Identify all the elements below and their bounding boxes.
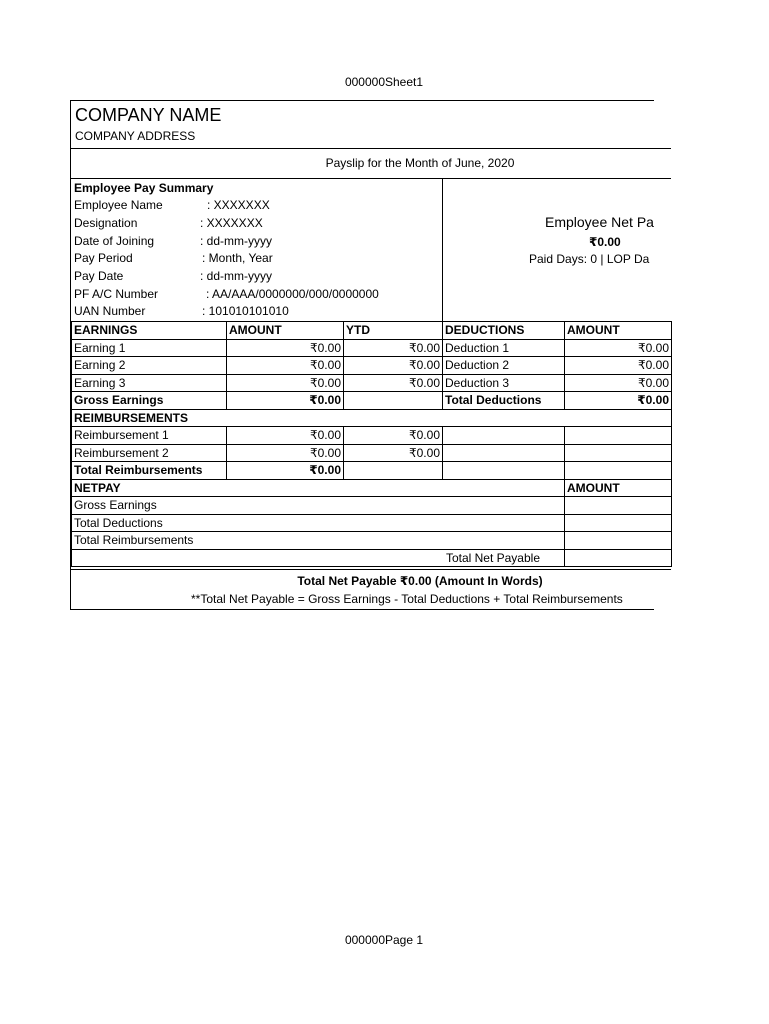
net-payable-formula: **Total Net Payable = Gross Earnings - Total Deductions + Total Reimbursements — [191, 592, 623, 606]
earning-name: Earning 2 — [72, 357, 227, 375]
label-date-of-joining: Date of Joining — [74, 234, 155, 248]
value-pf-number: : AA/AAA/0000000/000/0000000 — [206, 287, 379, 301]
total-deductions-amount: ₹0.00 — [565, 392, 672, 410]
reimbursement-name: Reimbursement 1 — [72, 427, 227, 445]
empty-cell — [565, 532, 672, 550]
deduction-name: Deduction 2 — [443, 357, 565, 375]
empty-cell — [565, 444, 672, 462]
summary-heading: Employee Pay Summary — [74, 181, 214, 195]
company-name: COMPANY NAME — [75, 105, 222, 125]
label-employee-name: Employee Name — [74, 198, 163, 212]
earning-ytd: ₹0.00 — [344, 374, 443, 392]
table-row — [72, 427, 672, 445]
amount-header: AMOUNT — [227, 322, 344, 340]
earning-name: Earning 1 — [72, 339, 227, 357]
earning-amount: ₹0.00 — [227, 357, 344, 375]
empty-cell — [443, 444, 565, 462]
page-footer: 000000Page 1 — [344, 933, 424, 947]
reimbursements-header-row — [72, 409, 672, 427]
label-pay-period: Pay Period — [74, 251, 133, 265]
netpay-total-deductions: Total Deductions — [72, 514, 565, 532]
earning-name: Earning 3 — [72, 374, 227, 392]
gross-row — [72, 392, 672, 410]
empty-cell — [565, 514, 672, 532]
reimbursement-name: Reimbursement 2 — [72, 444, 227, 462]
value-pay-period: : Month, Year — [202, 251, 273, 265]
divider-before-words — [71, 569, 671, 570]
summary-divider — [442, 179, 443, 321]
value-uan-number: : 101010101010 — [202, 304, 289, 318]
netpay-amount-header: AMOUNT — [565, 479, 672, 497]
value-employee-name: : XXXXXXX — [207, 198, 270, 212]
deduction-amount-header: AMOUNT — [565, 322, 672, 340]
table-row — [72, 374, 672, 392]
deductions-header: DEDUCTIONS — [443, 322, 565, 340]
table-row — [72, 532, 672, 550]
netpay-total-reimbursements: Total Reimbursements — [72, 532, 565, 550]
netpay-header: NETPAY — [72, 479, 565, 497]
value-pay-date: : dd-mm-yyyy — [200, 269, 272, 283]
deduction-name: Deduction 1 — [443, 339, 565, 357]
earning-amount: ₹0.00 — [227, 339, 344, 357]
divider-after-title — [71, 178, 671, 179]
table-row — [72, 339, 672, 357]
earning-amount: ₹0.00 — [227, 374, 344, 392]
earnings-header: EARNINGS — [72, 322, 227, 340]
value-date-of-joining: : dd-mm-yyyy — [200, 234, 272, 248]
paid-days: Paid Days: 0 | LOP Da — [529, 252, 650, 266]
label-designation: Designation — [74, 216, 138, 230]
pay-table — [71, 321, 672, 567]
amount-in-words: Total Net Payable ₹0.00 (Amount In Words) — [297, 574, 543, 588]
value-designation: : XXXXXXX — [200, 216, 263, 230]
sheet-header: 000000Sheet1 — [344, 75, 424, 89]
deduction-name: Deduction 3 — [443, 374, 565, 392]
netpay-gross-earnings: Gross Earnings — [72, 497, 565, 515]
empty-cell — [443, 462, 565, 480]
reimbursement-ytd: ₹0.00 — [344, 427, 443, 445]
gross-label: Gross Earnings — [72, 392, 227, 410]
total-deductions-label: Total Deductions — [443, 392, 565, 410]
deduction-amount: ₹0.00 — [565, 339, 672, 357]
empty-cell — [443, 427, 565, 445]
empty-cell — [565, 427, 672, 445]
label-pay-date: Pay Date — [74, 269, 124, 283]
company-address: COMPANY ADDRESS — [75, 129, 196, 143]
total-reimbursements-amount: ₹0.00 — [227, 462, 344, 480]
divider-after-address — [71, 148, 671, 149]
label-pf-number: PF A/C Number — [74, 287, 159, 301]
total-net-payable-label: Total Net Payable — [72, 549, 565, 567]
label-uan-number: UAN Number — [74, 304, 146, 318]
total-net-payable-row — [72, 549, 672, 567]
table-header-row — [72, 322, 672, 340]
total-reimbursements-label: Total Reimbursements — [72, 462, 227, 480]
empty-cell — [565, 549, 672, 567]
earning-ytd: ₹0.00 — [344, 357, 443, 375]
table-row — [72, 497, 672, 515]
payslip-sheet — [70, 100, 669, 610]
reimbursement-amount: ₹0.00 — [227, 427, 344, 445]
empty-cell — [344, 462, 443, 480]
table-row — [72, 444, 672, 462]
gross-amount: ₹0.00 — [227, 392, 344, 410]
empty-cell — [565, 462, 672, 480]
reimbursement-ytd: ₹0.00 — [344, 444, 443, 462]
deduction-amount: ₹0.00 — [565, 357, 672, 375]
empty-cell — [565, 497, 672, 515]
net-pay-amount: ₹0.00 — [589, 235, 621, 249]
earning-ytd: ₹0.00 — [344, 339, 443, 357]
deduction-amount: ₹0.00 — [565, 374, 672, 392]
table-row — [72, 357, 672, 375]
gross-ytd — [344, 392, 443, 410]
ytd-header: YTD — [344, 322, 443, 340]
netpay-header-row — [72, 479, 672, 497]
payslip-title: Payslip for the Month of June, 2020 — [325, 156, 515, 170]
net-pay-title: Employee Net Pa — [545, 214, 654, 230]
reimbursement-amount: ₹0.00 — [227, 444, 344, 462]
reimbursements-header: REIMBURSEMENTS — [72, 409, 672, 427]
table-row — [72, 514, 672, 532]
total-reimbursements-row — [72, 462, 672, 480]
